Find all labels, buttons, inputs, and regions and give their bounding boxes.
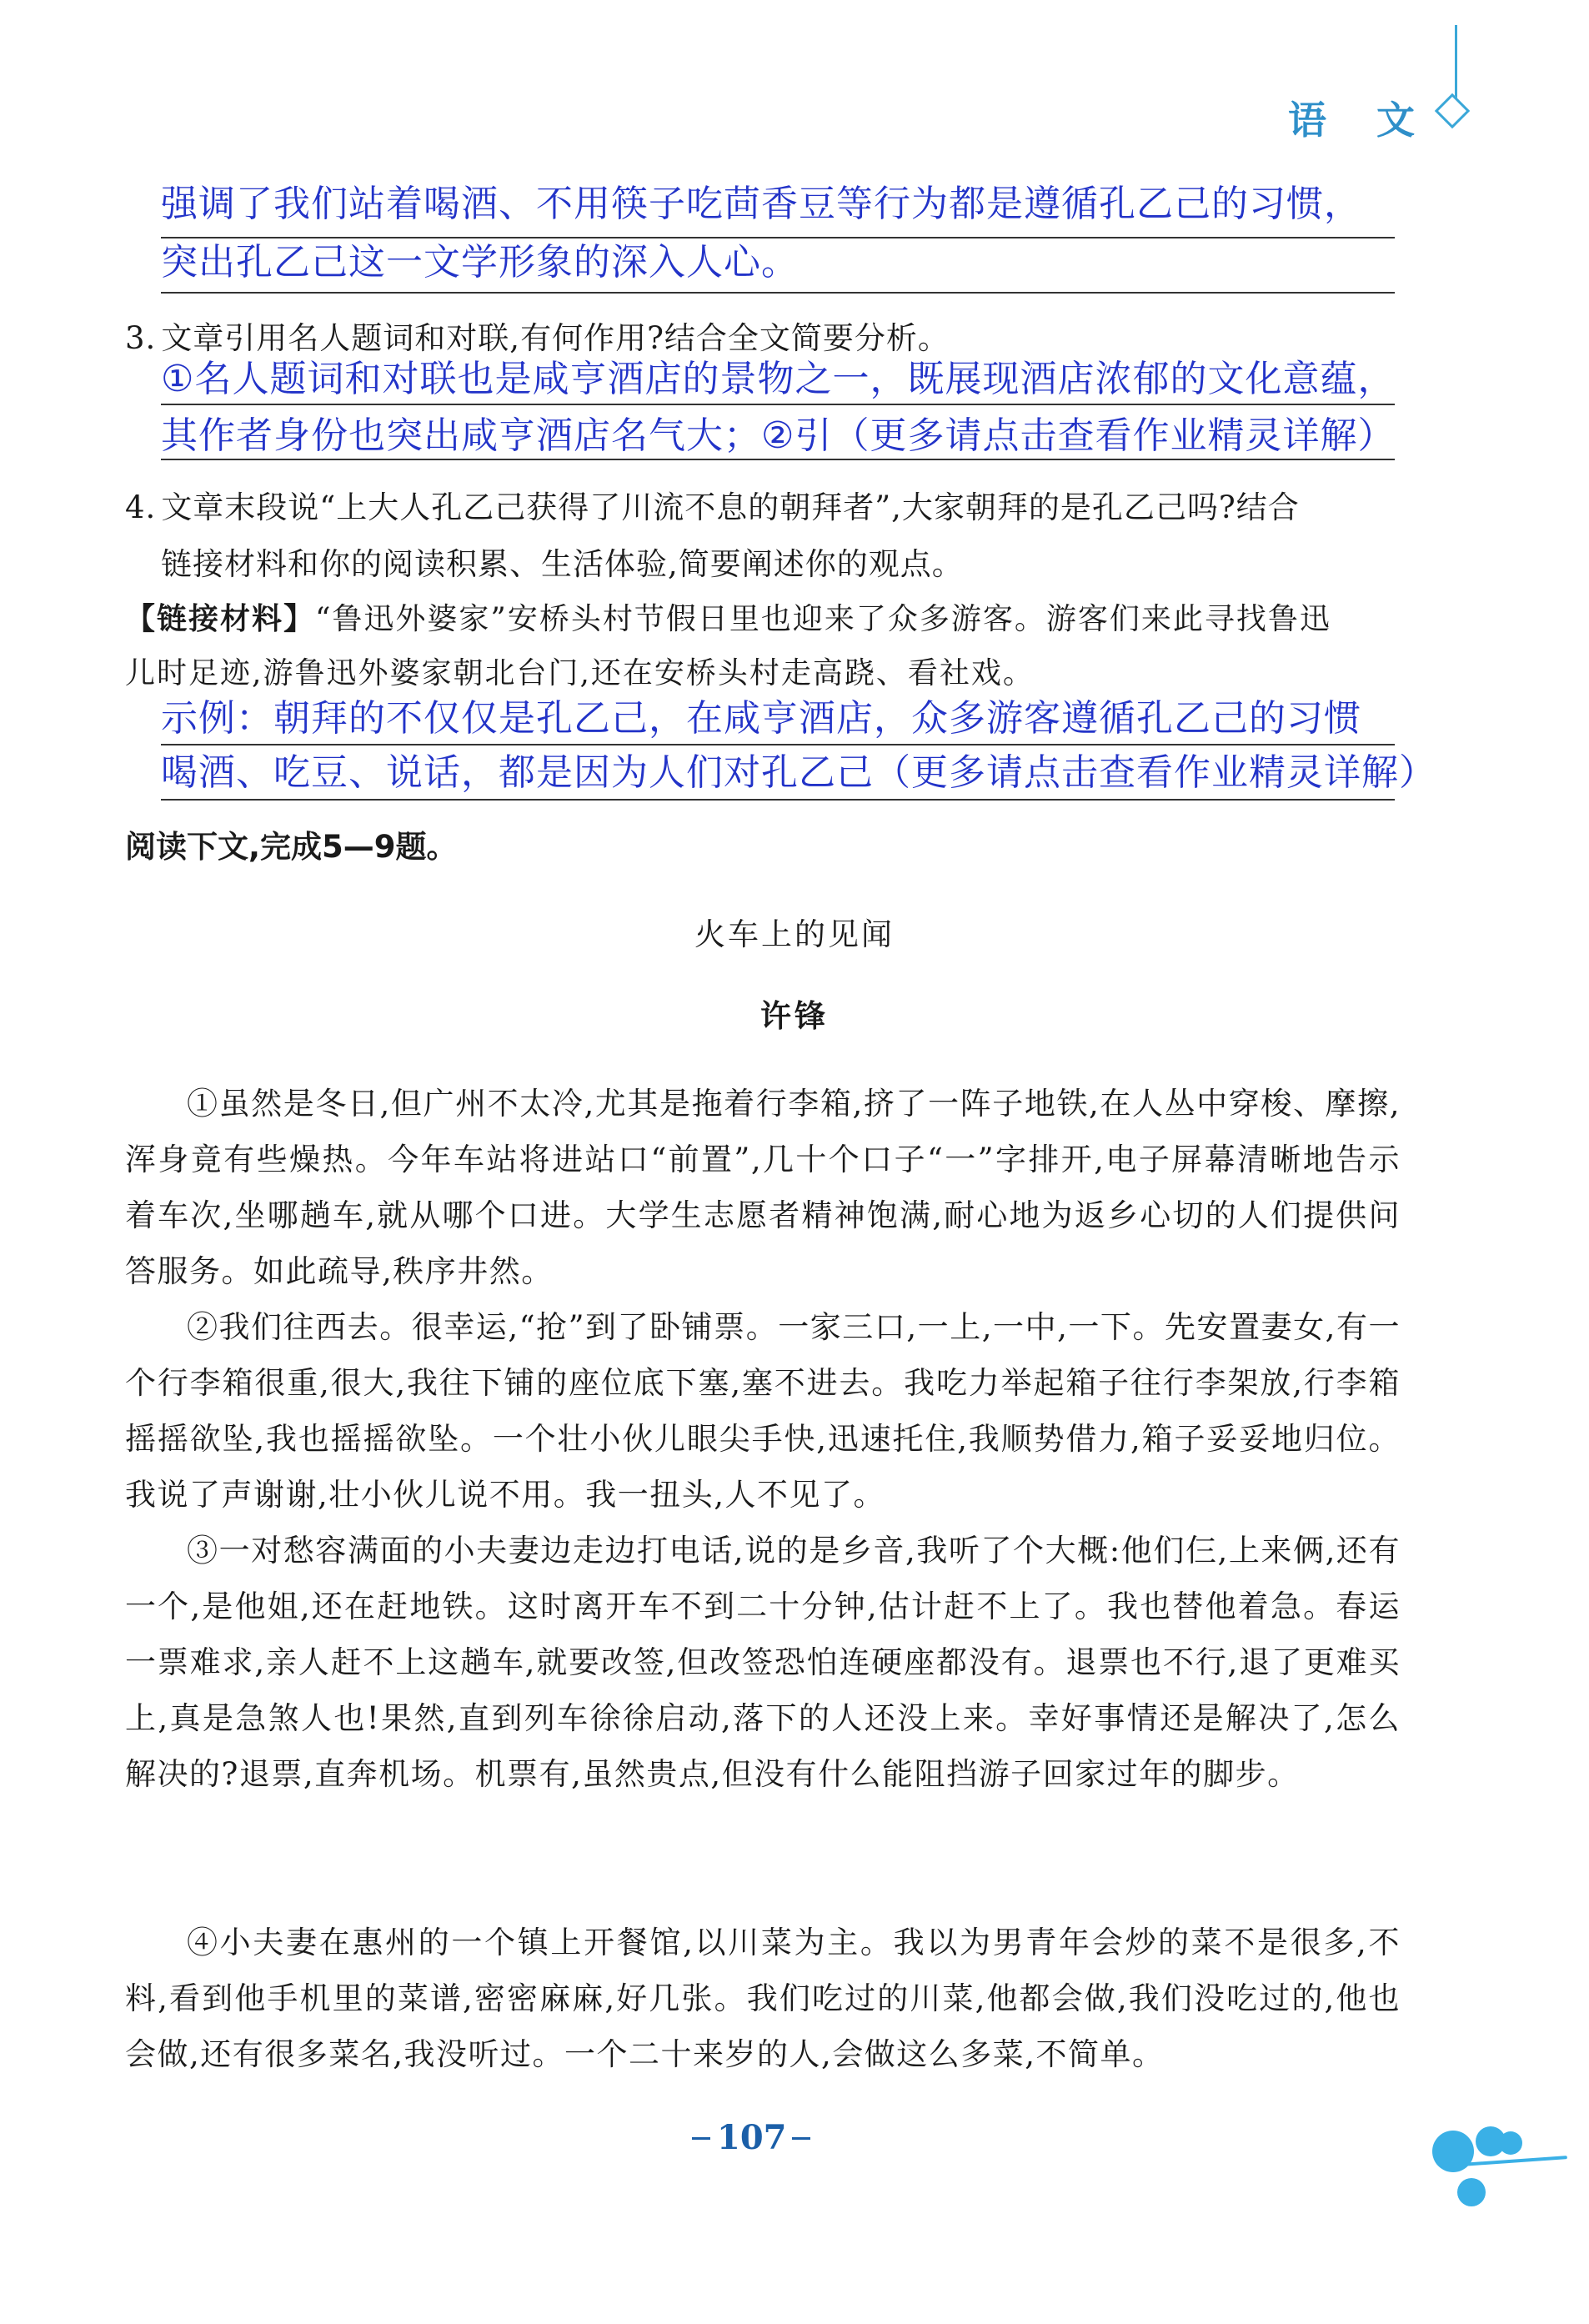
- answer-rule: [161, 292, 1395, 294]
- answer-2-line-1: 强调了我们站着喝酒、不用筷子吃茴香豆等行为都是遵循孔乙己的习惯，: [161, 183, 1361, 225]
- page-number: 107: [717, 2118, 787, 2157]
- header-line-decoration: [1455, 25, 1457, 100]
- question-text: 文章末段说“上大人孔乙己获得了川流不息的朝拜者”,大家朝拜的是孔乙己吗?结合: [161, 489, 1300, 525]
- answer-4-line-2: 喝酒、吃豆、说话，都是因为人们对孔乙己（更多请点击查看作业精灵详解）: [161, 751, 1436, 794]
- article-title: 火车上的见闻: [694, 916, 895, 952]
- link-material-line-2: 儿时足迹,游鲁迅外婆家朝北台门,还在安桥头村走高跷、看社戏。: [125, 656, 1035, 690]
- diamond-icon: [1435, 93, 1470, 128]
- question-number: 3.: [125, 320, 157, 356]
- question-text: 文章引用名人题词和对联,有何作用?结合全文简要分析。: [161, 320, 950, 356]
- answer-3-line-2: 其作者身份也突出咸亨酒店名气大；②引（更多请点击查看作业精灵详解）: [161, 414, 1396, 457]
- question-number: 4.: [125, 489, 157, 525]
- answer-rule: [161, 799, 1395, 801]
- question-4: [125, 482, 1300, 527]
- question-4-continued: 链接材料和你的阅读积累、生活体验,简要阐述你的观点。: [161, 546, 964, 582]
- article-paragraph-2: ②我们往西去。很幸运,“抢”到了卧铺票。一家三口,一上,一中,一下。先安置妻女,有一个行李箱很重,很大,我往下铺的座位底下塞,塞不进去。我吃力举起箱子往行李架放,行李箱摇摇欲坠,我也摇摇欲坠。一个壮小伙儿眼尖手快,迅速托住,我顺势借力,箱子妥妥地归位。我说了声谢谢,壮小伙儿说不用。我一扭头,人不见了。: [125, 1309, 1401, 1513]
- link-material-line-1: 【链接材料】“鲁迅外婆家”安桥头村节假日里也迎来了众多游客。游客们来此寻找鲁迅: [125, 602, 1331, 636]
- bubble-dot: [1457, 2178, 1486, 2206]
- answer-3-line-1: ①名人题词和对联也是咸亨酒店的景物之一，既展现酒店浓郁的文化意蕴，: [161, 358, 1396, 400]
- bubble-dot: [1499, 2131, 1522, 2155]
- article-paragraph-4: ④小夫妻在惠州的一个镇上开餐馆,以川菜为主。我以为男青年会炒的菜不是很多,不料,看到他手机里的菜谱,密密麻麻,好几张。我们吃过的川菜,他都会做,我们没吃过的,他也会做,还有很多菜名,我没听过。一个二十来岁的人,会做这么多菜,不简单。: [125, 1925, 1401, 2072]
- subject-label: 语 文: [1288, 98, 1434, 143]
- answer-rule: [161, 459, 1395, 460]
- page-number-dash-left: [692, 2137, 710, 2140]
- article-paragraph-3: ③一对愁容满面的小夫妻边走边打电话,说的是乡音,我听了个大概:他们仨,上来俩,还有一个,是他姐,还在赶地铁。这时离开车不到二十分钟,估计赶不上了。我也替他着急。春运一票难求,亲人赶不上这趟车,就要改签,但改签恐怕连硬座都没有。退票也不行,退了更难买上,真是急煞人也!果然,直到列车徐徐启动,落下的人还没上来。幸好事情还是解决了,怎么解决的?退票,直奔机场。机票有,虽然贵点,但没有什么能阻挡游子回家过年的脚步。: [125, 1533, 1401, 1792]
- page-number-dash-right: [792, 2137, 810, 2140]
- article-paragraph-1: ①虽然是冬日,但广州不太冷,尤其是拖着行李箱,挤了一阵子地铁,在人丛中穿梭、摩擦,浑身竟有些燥热。今年车站将进站口“前置”,几十个口子“一”字排开,电子屏幕清晰地告示着车次,坐哪趟车,就从哪个口进。大学生志愿者精神饱满,耐心地为返乡心切的人们提供问答服务。如此疏导,秩序井然。: [125, 1086, 1401, 1289]
- answer-2-line-2: 突出孔乙己这一文学形象的深入人心。: [161, 241, 799, 284]
- article-author: 许锋: [760, 998, 829, 1034]
- reading-instruction: 阅读下文,完成5—9题。: [125, 829, 458, 865]
- answer-4-line-1: 示例：朝拜的不仅仅是孔乙己，在咸亨酒店，众多游客遵循孔乙己的习惯: [161, 697, 1361, 740]
- link-material-tag: 【链接材料】: [125, 602, 316, 636]
